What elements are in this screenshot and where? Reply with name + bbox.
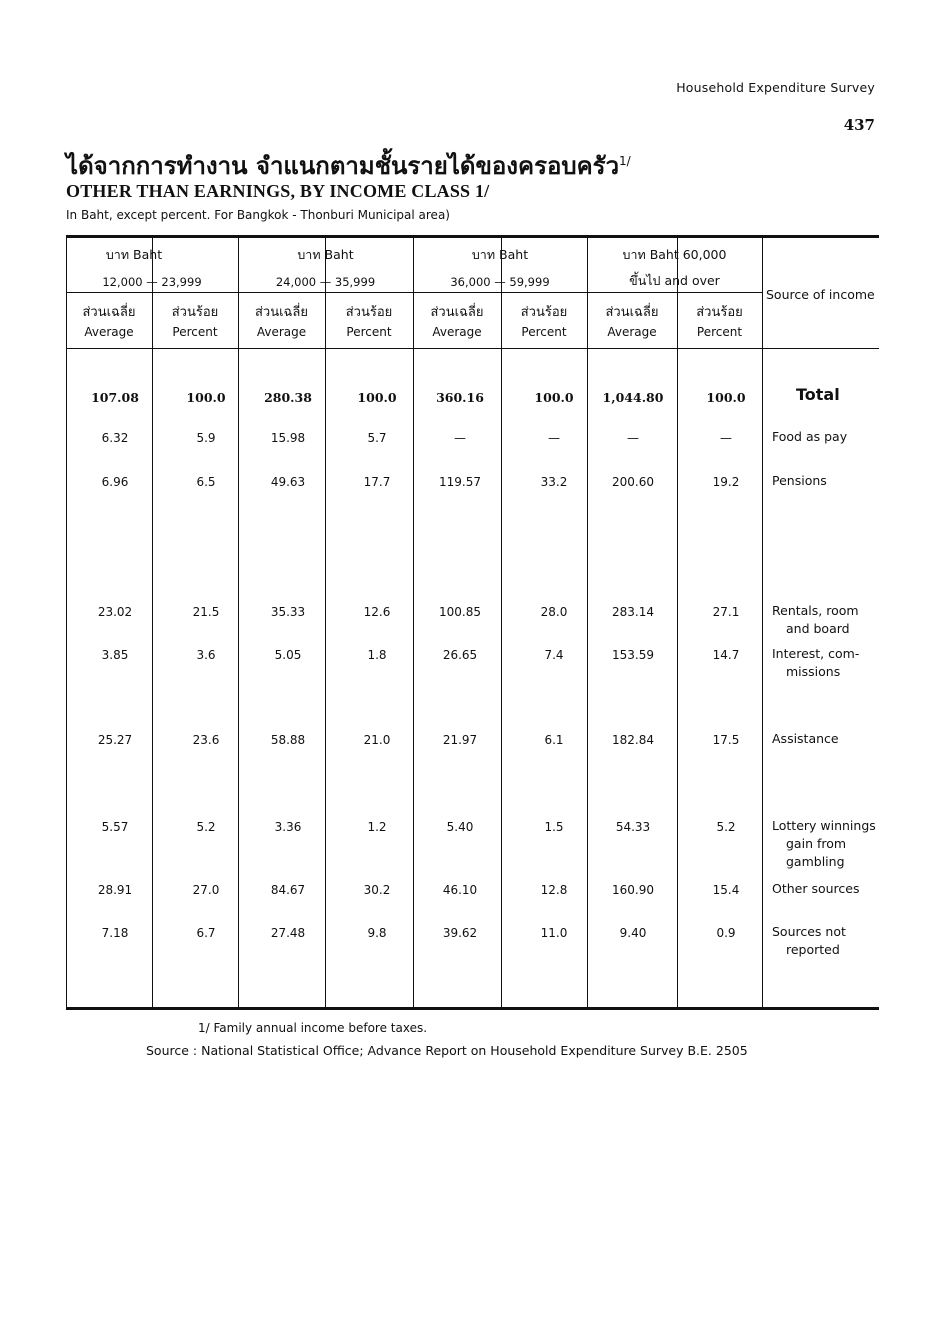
row-label-line: Lottery winnings (772, 818, 876, 833)
row-label (772, 923, 846, 959)
income-class-line1: บาท Baht (105, 247, 163, 262)
table-subtitle: In Baht, except percent. For Bangkok - Thonburi Municipal area) (66, 208, 450, 222)
row-label-line: reported (786, 942, 840, 957)
table-cell: 5.2 (716, 820, 736, 834)
table-cell: 21.97 (442, 733, 478, 747)
income-class-header (413, 245, 587, 289)
row-label (772, 817, 876, 871)
row-label-line: Interest, com- (772, 646, 860, 661)
table-cell: 23.6 (192, 733, 220, 747)
table-cell: 182.84 (612, 733, 654, 747)
income-class-line1: บาท Baht 60,000 (622, 247, 727, 262)
table-cell: 6.7 (196, 926, 216, 940)
average-header-thai: ส่วนเฉลี่ย (605, 305, 659, 320)
percent-header-thai: ส่วนร้อย (520, 305, 568, 320)
table-top-rule (66, 235, 879, 238)
table-cell: 7.4 (544, 648, 564, 662)
table-cell: 27.48 (270, 926, 306, 940)
income-table (66, 235, 879, 1010)
row-label (772, 602, 859, 638)
table-cell: 12.8 (540, 883, 568, 897)
average-header-en: Average (432, 325, 482, 339)
percent-header-thai: ส่วนร้อย (696, 305, 743, 320)
table-header-rule (66, 348, 879, 349)
average-header (587, 301, 677, 339)
total-cell: 100.0 (706, 390, 746, 405)
average-header-en: Average (84, 325, 134, 339)
percent-header-en: Percent (172, 325, 218, 339)
table-cell: 5.05 (274, 648, 302, 662)
table-cell: 27.1 (712, 605, 740, 619)
table-cell: 6.1 (544, 733, 564, 747)
table-cell: — (627, 431, 639, 445)
row-label-text: Assistance (772, 731, 839, 746)
total-cell: 100.0 (357, 390, 397, 405)
table-cell: 21.5 (192, 605, 220, 619)
average-header-en: Average (256, 325, 307, 339)
table-cell: 5.9 (196, 431, 216, 445)
table-cell: 15.98 (270, 431, 306, 445)
table-cell: 15.4 (712, 883, 740, 897)
table-left-border (66, 237, 67, 1008)
table-cell: 33.2 (540, 475, 568, 489)
average-header (238, 301, 325, 339)
table-cell: 160.90 (612, 883, 654, 897)
average-header-thai: ส่วนเฉลี่ย (254, 305, 308, 320)
title-english: OTHER THAN EARNINGS, BY INCOME CLASS 1/ (66, 181, 490, 201)
table-cell: 3.85 (101, 648, 129, 662)
row-label (772, 880, 860, 898)
table-cell: 35.33 (270, 605, 306, 619)
page-number: 437 (843, 116, 875, 134)
average-header-thai: ส่วนเฉลี่ย (430, 305, 484, 320)
title-footnote-mark: 1/ (619, 154, 631, 168)
header-subrule (238, 292, 413, 293)
average-header-thai: ส่วนเฉลี่ย (82, 305, 136, 320)
percent-header-thai: ส่วนร้อย (171, 305, 219, 320)
table-cell: 5.7 (367, 431, 387, 445)
income-class-range: 12,000 — 23,999 (102, 275, 202, 289)
income-class-header (66, 245, 238, 289)
table-cell: — (454, 431, 466, 445)
running-head: Household Expenditure Survey (676, 80, 875, 95)
row-label-line: Sources not (772, 924, 846, 939)
row-label-text: Food as pay (772, 429, 848, 444)
table-cell: 23.02 (97, 605, 133, 619)
footnote: 1/ Family annual income before taxes. (198, 1021, 428, 1035)
income-class-range: 36,000 — 59,999 (450, 275, 550, 289)
table-cell: 1.5 (544, 820, 564, 834)
income-class-header (238, 245, 413, 289)
table-cell: 0.9 (716, 926, 736, 940)
table-cell: — (720, 431, 732, 445)
table-cell: 28.0 (540, 605, 568, 619)
percent-header (325, 301, 413, 339)
income-class-line1: บาท Baht (297, 247, 354, 262)
percent-header (152, 301, 238, 339)
average-header (66, 301, 152, 339)
row-label (772, 428, 847, 446)
table-cell: 25.27 (97, 733, 133, 747)
row-label (772, 730, 839, 748)
row-label (796, 386, 840, 404)
table-cell: 119.57 (439, 475, 481, 489)
table-cell: 9.40 (619, 926, 647, 940)
percent-header-en: Percent (346, 325, 392, 339)
table-cell: 17.7 (363, 475, 391, 489)
table-cell: 11.0 (540, 926, 568, 940)
table-cell: 5.57 (101, 820, 129, 834)
table-cell: 12.6 (363, 605, 391, 619)
row-label (772, 645, 859, 681)
table-cell: 58.88 (270, 733, 306, 747)
table-cell: 6.96 (101, 475, 129, 489)
table-bottom-rule (66, 1007, 879, 1010)
percent-header (677, 301, 762, 339)
table-cell: 153.59 (612, 648, 654, 662)
row-label-line: gain from (786, 836, 847, 851)
table-cell: 9.8 (367, 926, 387, 940)
percent-header-en: Percent (521, 325, 567, 339)
table-cell: 27.0 (192, 883, 220, 897)
total-cell: 280.38 (264, 390, 312, 405)
row-label-line: and board (786, 621, 850, 636)
table-cell: 100.85 (439, 605, 481, 619)
income-class-range: 24,000 — 35,999 (275, 275, 376, 289)
total-cell: 100.0 (534, 390, 574, 405)
income-class-header (587, 245, 762, 291)
total-cell: 360.16 (436, 390, 484, 405)
table-cell: 26.65 (442, 648, 478, 662)
income-class-line1: บาท Baht (471, 247, 529, 262)
total-cell: 1,044.80 (602, 390, 664, 405)
table-cell: 3.36 (274, 820, 302, 834)
source-of-income-header: Source of income (766, 287, 875, 302)
table-cell: 54.33 (615, 820, 651, 834)
table-cell: 39.62 (442, 926, 478, 940)
table-cell: 17.5 (712, 733, 740, 747)
title-thai (66, 146, 631, 185)
row-label (772, 472, 827, 490)
percent-header-thai: ส่วนร้อย (345, 305, 393, 320)
header-subrule (413, 292, 587, 293)
table-cell: 28.91 (97, 883, 133, 897)
table-cell: 49.63 (270, 475, 306, 489)
table-cell: — (548, 431, 560, 445)
row-label-line: missions (786, 664, 841, 679)
table-cell: 7.18 (101, 926, 129, 940)
table-cell: 5.40 (446, 820, 474, 834)
table-cell: 3.6 (196, 648, 216, 662)
table-cell: 14.7 (712, 648, 740, 662)
row-label-text: Other sources (772, 881, 860, 896)
average-header-en: Average (607, 325, 657, 339)
row-label-line: Rentals, room (772, 603, 859, 618)
table-cell: 1.8 (367, 648, 387, 662)
total-cell: 100.0 (186, 390, 226, 405)
row-label-line: gambling (786, 854, 845, 869)
table-cell: 6.5 (196, 475, 216, 489)
table-cell: 46.10 (442, 883, 478, 897)
source-note: Source : National Statistical Office; Advance Report on Household Expenditure Survey B.E. 2505 (146, 1043, 748, 1058)
table-cell: 21.0 (363, 733, 391, 747)
percent-header-en: Percent (696, 325, 743, 339)
percent-header (501, 301, 587, 339)
table-cell: 30.2 (363, 883, 391, 897)
table-cell: 6.32 (101, 431, 129, 445)
table-cell: 283.14 (612, 605, 654, 619)
table-cell: 5.2 (196, 820, 216, 834)
table-cell: 1.2 (367, 820, 387, 834)
header-subrule (66, 292, 238, 293)
income-class-range: ขึ้นไป and over (629, 273, 720, 288)
title-thai-text: ได้จากการทำงาน จำแนกตามชั้นรายได้ของครอบครัว (66, 152, 620, 180)
row-label-text: Pensions (772, 473, 827, 488)
table-cell: 84.67 (270, 883, 306, 897)
table-cell: 19.2 (712, 475, 740, 489)
total-cell: 107.08 (91, 390, 139, 405)
table-cell: 200.60 (612, 475, 654, 489)
header-subrule (587, 292, 762, 293)
average-header (413, 301, 501, 339)
row-label-text: Total (796, 385, 840, 404)
